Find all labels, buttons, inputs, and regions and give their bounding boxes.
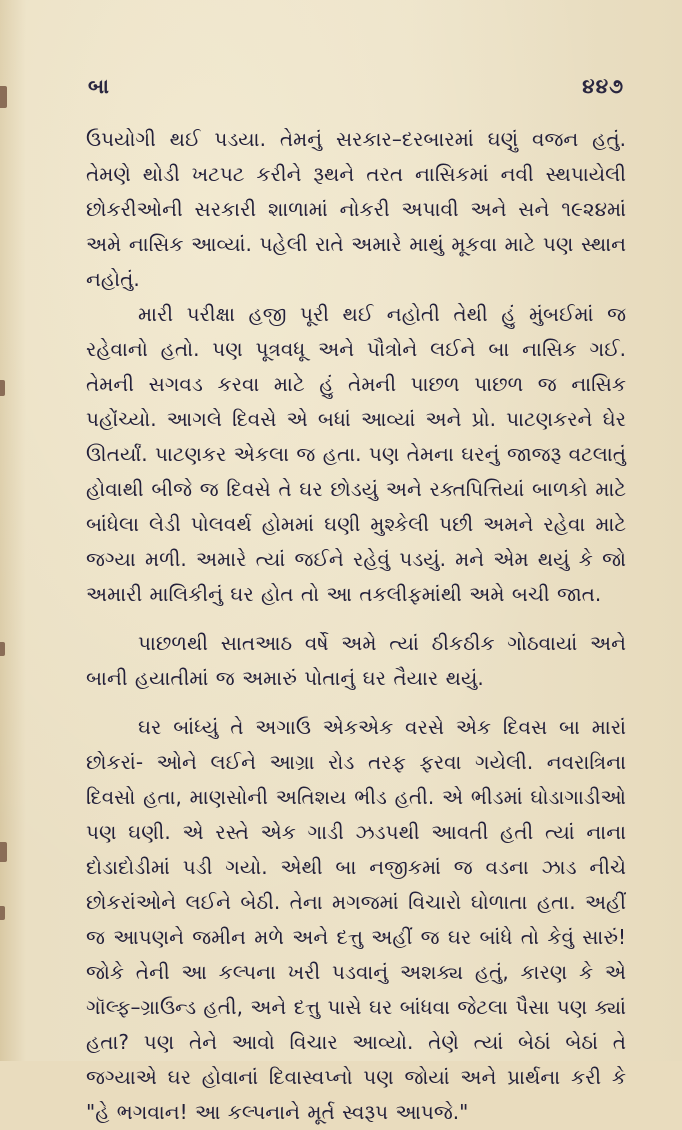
binding-mark — [0, 906, 5, 920]
paragraph: ઘર બાંધ્યું તે અગાઉ એકએક વરસે એક દિવસ બા મારાં છોકરાં- ઓને લઈને આગ્રા રોડ તરફ ફરવા ગયેલી. નવરાત્રિના દિવસો હતા, માણસોની અતિશય ભીડ હતી. એ ભીડમાં ઘોડાગાડીઓ પણ ઘણી. એ રસ્તે એક ગાડી ઝડપથી આવતી હતી ત્યાં નાના દોડાદોડીમાં પડી ગયો. એથી બા નજીકમાં જ વડના ઝાડ નીચે છોકરાંઓને લઈને બેઠી. તેના મગજમાં વિચારો ઘોળાતા હતા. અહીં જ આપણને જમીન મળે અને દત્તુ અહીં જ ઘર બાંધે તો કેવું સારું! જોકે તેની આ કલ્પના ખરી પડવાનું અશક્ય હતું, કારણ કે એ ગૉલ્ફ–ગ્રાઉન્ડ હતી, અને દત્તુ પાસે ઘર બાંધવા જેટલા પૈસા પણ ક્યાં હતા? પણ તેને આવો વિચાર આવ્યો. તેણે ત્યાં બેઠાં બેઠાં તે જગ્યાએ ઘર હોવાનાં દિવાસ્વપ્નો પણ જોયાં અને પ્રાર્થના કરી કે "હે ભગવાન! આ કલ્પનાને મૂર્ત સ્વરૂપ આપજે." — [86, 715, 627, 1124]
binding-mark — [0, 642, 5, 656]
paragraph: મારી પરીક્ષા હજી પૂરી થઈ નહોતી તેથી હું મુંબઈમાં જ રહેવાનો હતો. પણ પૂત્રવધૂ અને પૌત્રોને લઈને બા નાસિક ગઈ. તેમની સગવડ કરવા માટે હું તેમની પાછળ પાછળ જ નાસિક પહોંચ્યો. આગલે દિવસે એ બધાં આવ્યાં અને પ્રો. પાટણકરને ઘેર ઊતર્યાં. પાટણકર એકલા જ હતા. પણ તેમના ઘરનું જાજરૂ વટલાતું હોવાથી બીજે જ દિવસે તે ઘર છોડયું અને રક્તપિત્તિયાં બાળકો માટે બાંધેલા લેડી પોલવર્થ હોમમાં ઘણી મુશ્કેલી પછી અમને રહેવા માટે જગ્યા મળી. અમારે ત્યાં જઈને રહેવું પડયું. મને એમ થયું કે જો અમારી માલિકીનું ઘર હોત તો આ તકલીફમાંથી અમે બચી જાત. — [86, 302, 626, 606]
paragraph: ઉપયોગી થઈ પડયા. તેમનું સરકાર–દરબારમાં ઘણું વજન હતું. તેમણે થોડી ખટપટ કરીને રૂથને તરત નાસિકમાં નવી સ્થપાયેલી છોકરીઓની સરકારી શાળામાં નોકરી અપાવી અને સને ૧૯૨૪માં અમે નાસિક આવ્યાં. પહેલી રાતે અમારે માથું મૂકવા માટે પણ સ્થાન નહોતું. — [86, 127, 626, 291]
page-number: ૪૪૭ — [582, 74, 624, 98]
body-text — [86, 122, 626, 1130]
running-head: બા — [88, 74, 110, 98]
binding-mark — [0, 842, 7, 862]
paragraph: પાછળથી સાતઆઠ વર્ષે અમે ત્યાં ઠીકઠીક ગોઠવાયાં અને બાની હયાતીમાં જ અમારું પોતાનું ઘર તૈયાર થયું. — [86, 631, 626, 690]
binding-mark — [0, 86, 7, 108]
page-header — [88, 74, 624, 100]
binding-mark — [0, 380, 5, 396]
